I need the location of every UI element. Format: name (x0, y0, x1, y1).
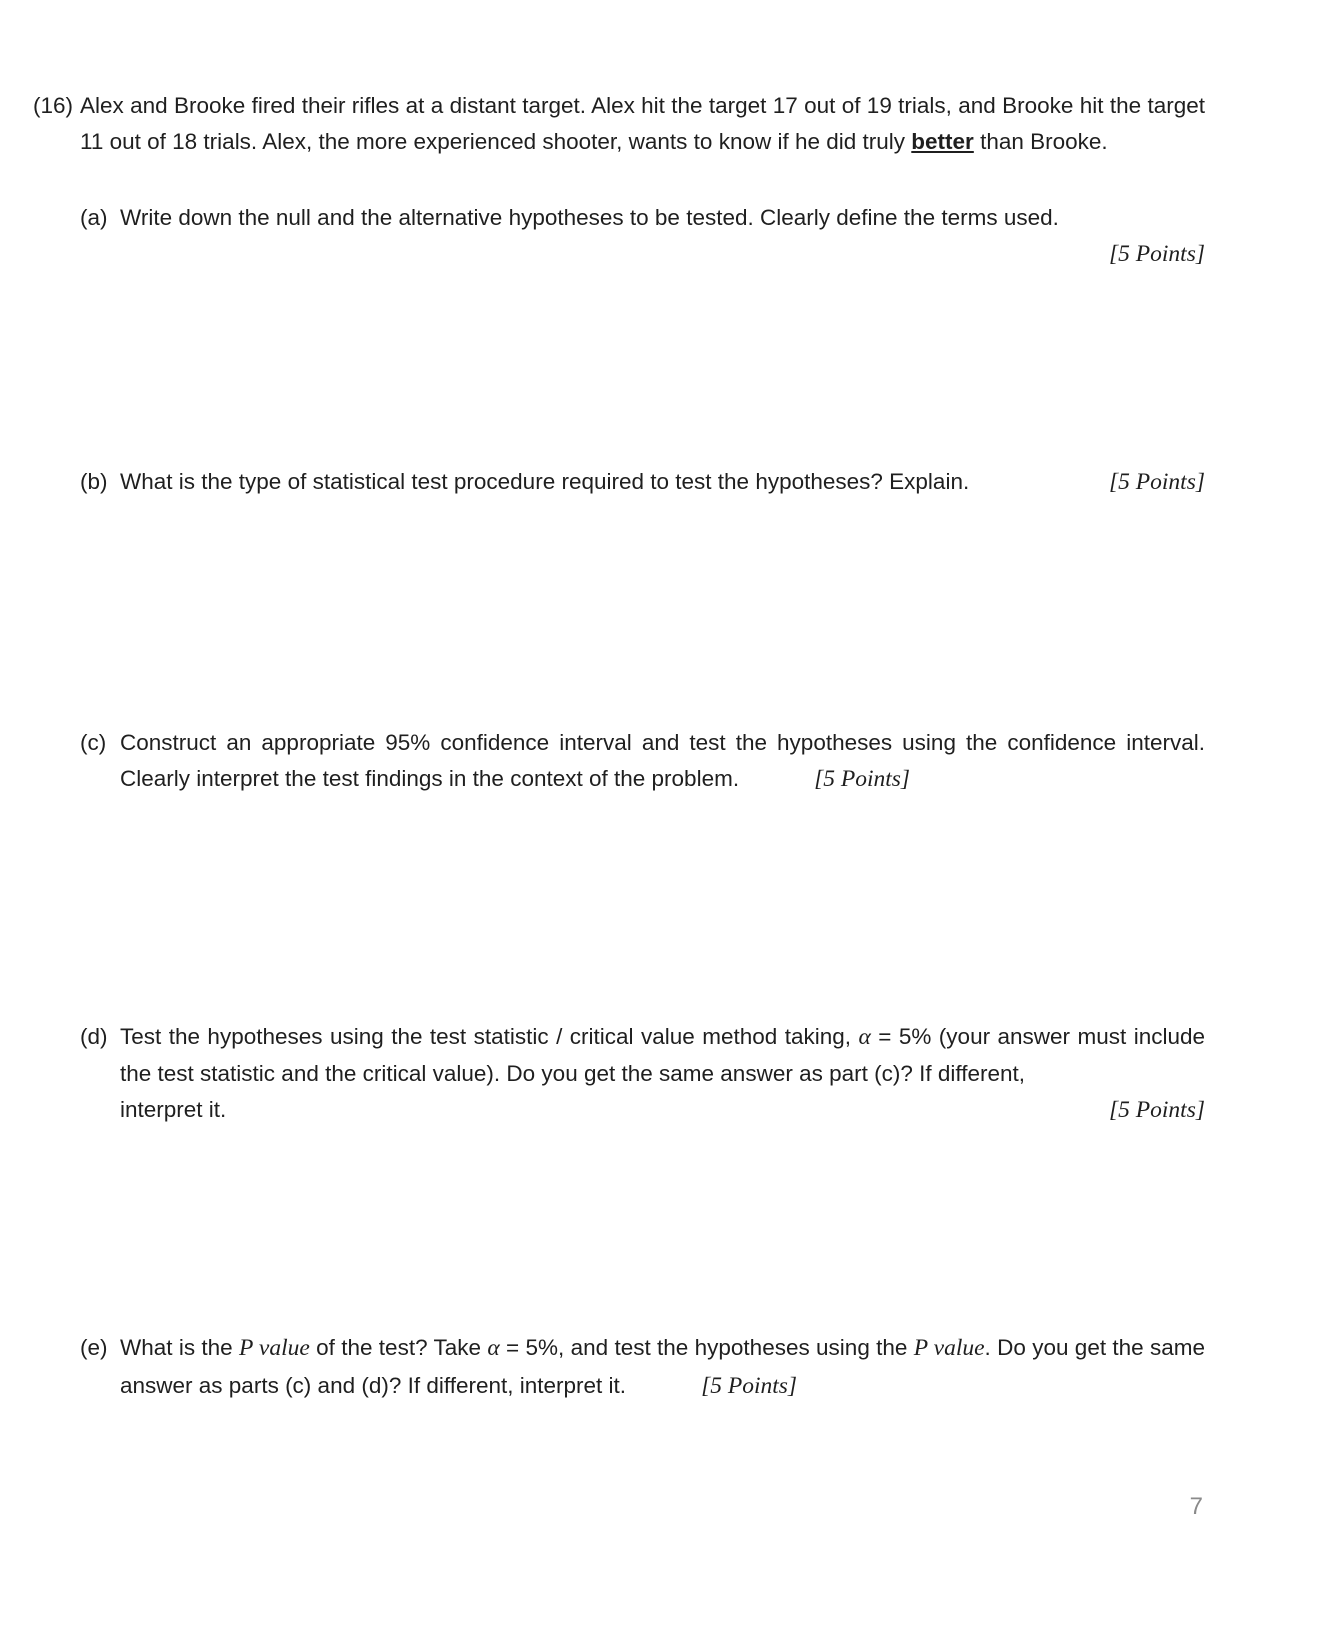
item-b (80, 464, 1205, 502)
question-intro (80, 88, 1205, 160)
item-e-pvalue-symbol-2: P value (913, 1334, 985, 1361)
item-d-text-1: Test the hypotheses using the test statistic / critical value method taking, (120, 1023, 859, 1049)
item-d-body (120, 1019, 1205, 1130)
item-d-alpha-symbol: α (858, 1023, 871, 1050)
item-a-points-line (120, 236, 1205, 274)
item-b-label: (b) (80, 468, 108, 494)
item-e-text-4: . Do you get the same answer as parts (c) and (d)? If different, interpret it. (120, 1334, 1206, 1398)
item-a-body (120, 200, 1205, 274)
item-c-label: (c) (80, 730, 107, 756)
item-e-text-para (120, 1330, 1205, 1405)
item-d-text-2: = 5% (your answer must include the test statistic and the critical value). Do you get the same answer as part (c)? If different, (120, 1023, 1205, 1087)
item-e-label: (e) (80, 1334, 108, 1360)
item-b-text: What is the type of statistical test procedure required to test the hypotheses? Explain. (120, 468, 970, 494)
item-c-text-para (120, 725, 1205, 799)
item-d (80, 1019, 1205, 1130)
item-d-points: [5 Points] (1109, 1097, 1205, 1124)
item-d-label: (d) (80, 1023, 108, 1049)
item-e-text-3: = 5%, and test the hypotheses using the (499, 1334, 914, 1360)
question-intro-text-2: than Brooke. (973, 129, 1108, 154)
page-number: 7 (1189, 1492, 1203, 1520)
item-e-text-1: What is the (120, 1334, 240, 1360)
item-d-last-line (120, 1092, 1205, 1130)
question-intro-text-1: Alex and Brooke fired their rifles at a distant target. Alex hit the target 17 out of 19 trials, and Brooke hit the target 11 out of 18 trials. Alex, the more experienced shooter, wants to know if he did truly (80, 93, 1205, 154)
question-number: (16) (33, 93, 74, 118)
item-c-text: Construct an appropriate 95% confidence interval and test the hypotheses using the confidence interval. Clearly interpret the test findings in the context of the problem. (120, 730, 1205, 792)
item-c-body (120, 725, 1205, 799)
item-e (80, 1330, 1205, 1405)
item-b-row (120, 464, 1205, 502)
item-d-text-para (120, 1019, 1205, 1093)
item-a (80, 200, 1205, 274)
item-e-pvalue-symbol-1: P value (239, 1334, 310, 1361)
question-sub-items (80, 200, 1205, 1405)
item-e-text-2: of the test? Take (309, 1334, 488, 1360)
question-intro-emphasis: better (911, 129, 974, 154)
item-a-label: (a) (80, 205, 108, 230)
item-c-points: [5 Points] (814, 766, 911, 793)
item-b-body (120, 464, 1205, 502)
item-e-alpha-symbol: α (487, 1334, 500, 1361)
item-b-points: [5 Points] (1109, 468, 1205, 495)
item-d-text-3: interpret it. (120, 1097, 227, 1123)
item-a-text: Write down the null and the alternative hypotheses to be tested. Clearly define the terms used. (120, 205, 1059, 230)
question-16 (33, 88, 1205, 160)
item-e-body (120, 1330, 1205, 1405)
item-a-points: [5 Points] (1109, 241, 1205, 267)
item-c (80, 725, 1205, 799)
item-e-points: [5 Points] (701, 1372, 798, 1399)
